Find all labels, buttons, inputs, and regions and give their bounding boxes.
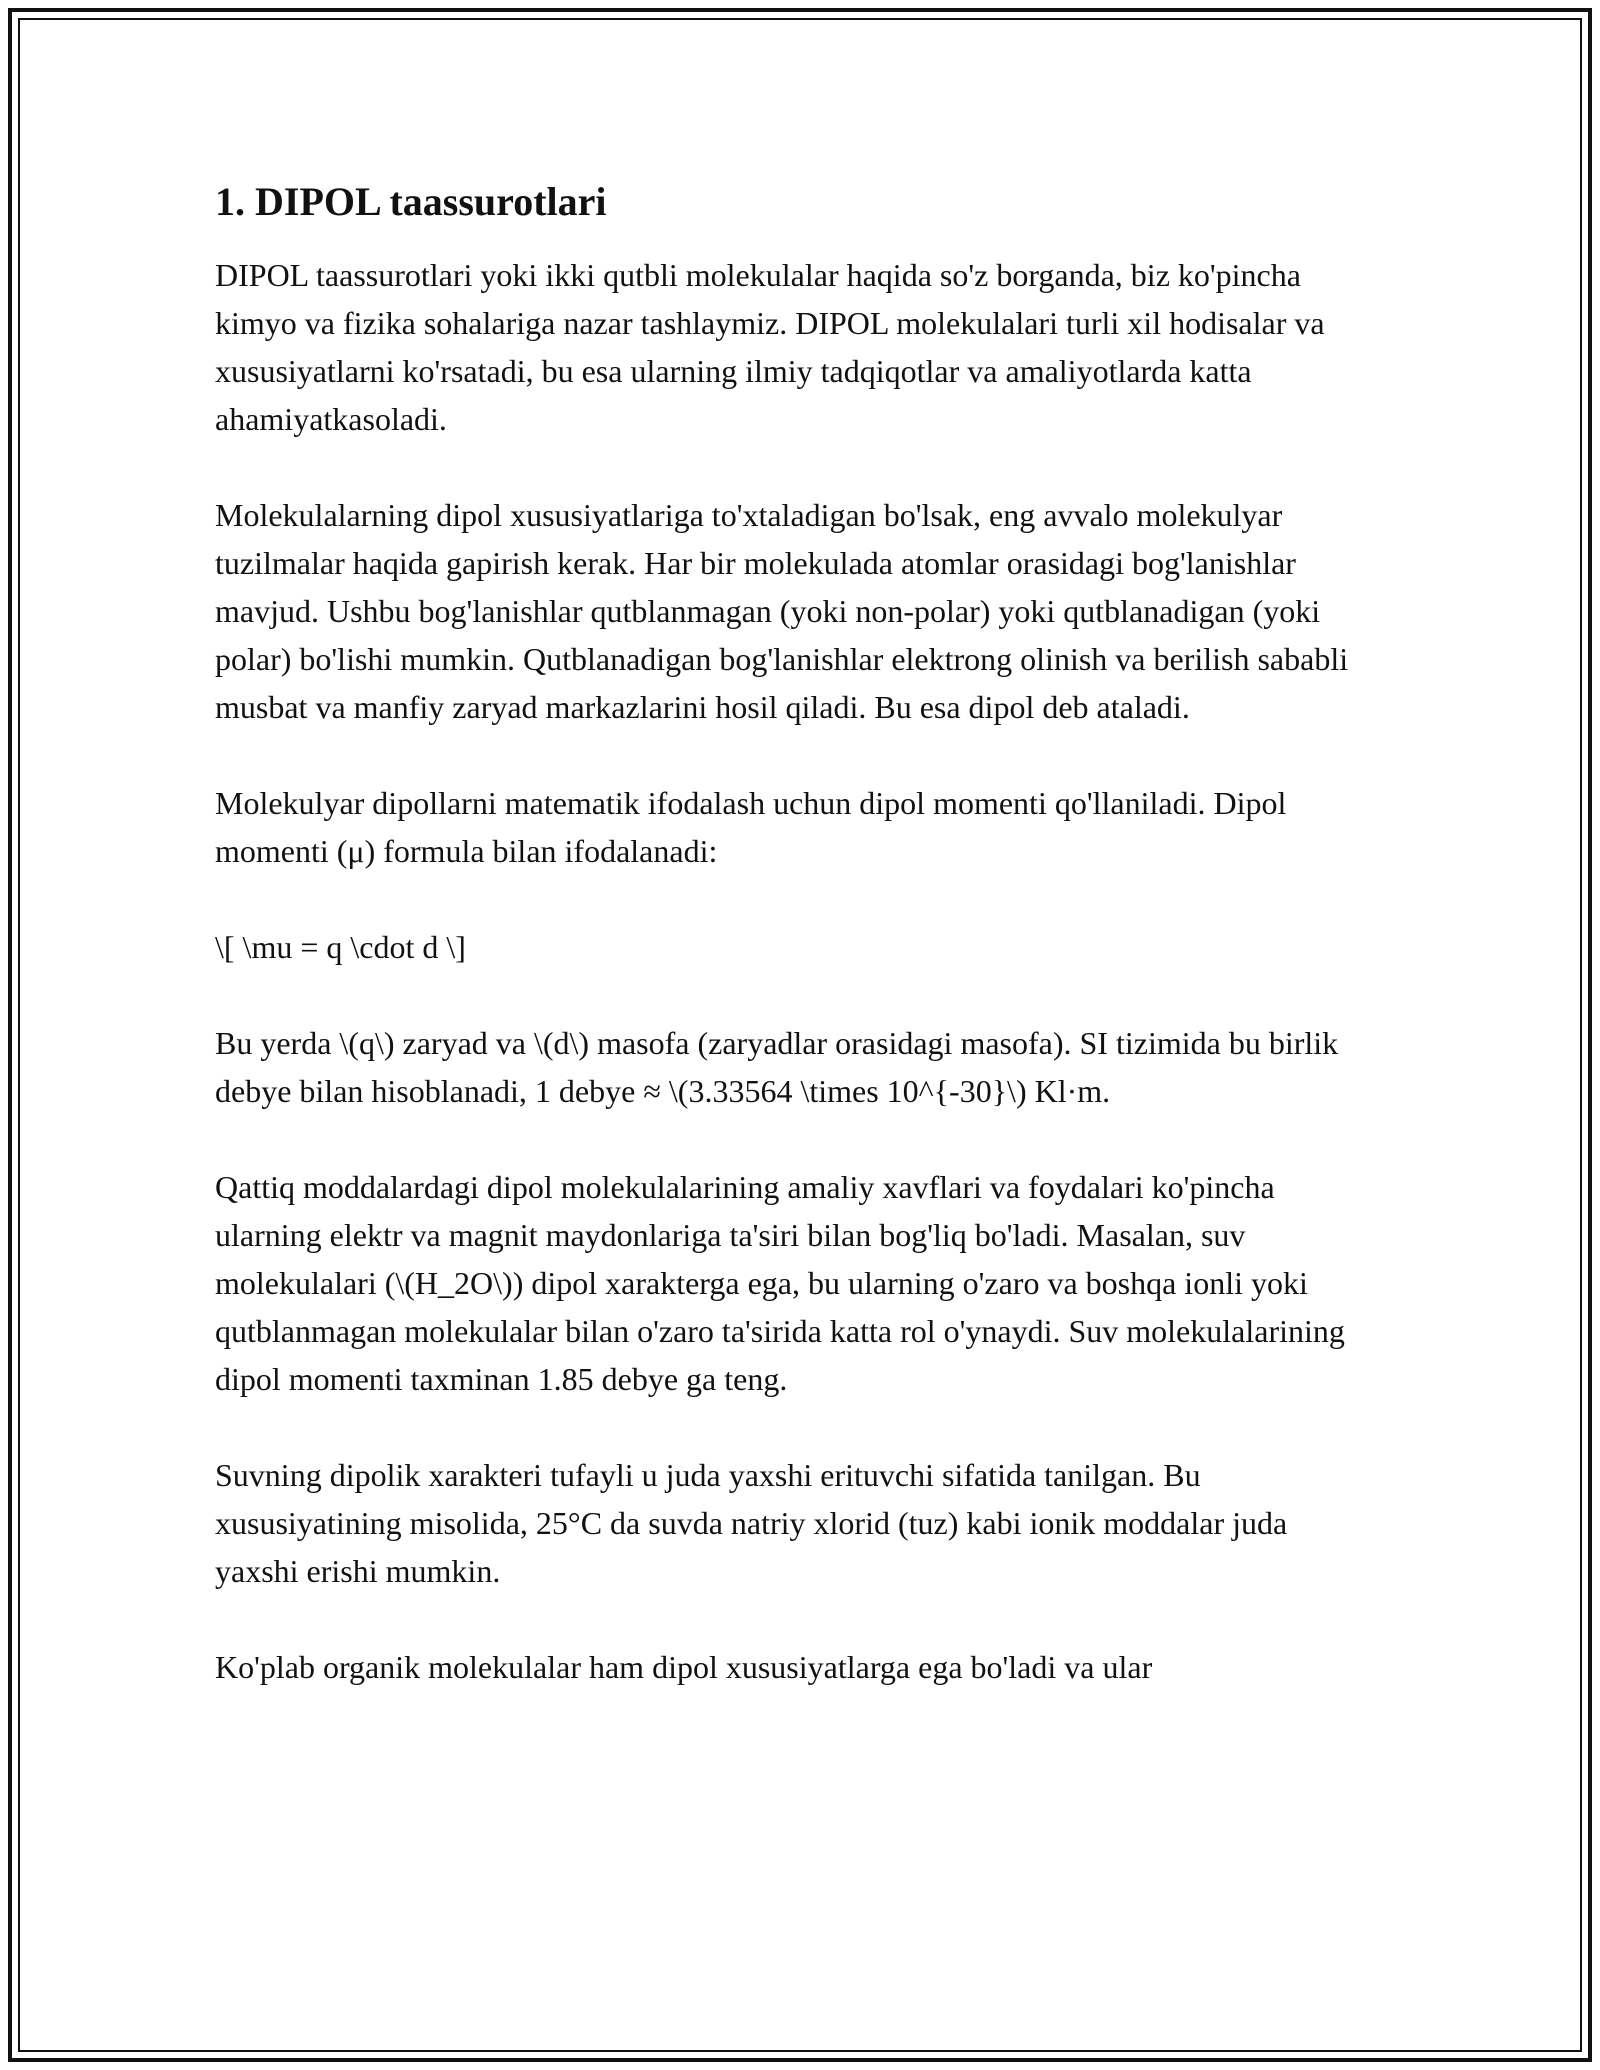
- formula-line: \[ \mu = q \cdot d \]: [215, 929, 466, 965]
- paragraph-molecular-structure: Molekulalarning dipol xususiyatlariga to'xtaladigan bo'lsak, eng avvalo molekulyar tuzilmalar haqida gapirish kerak. Har bir molekulada atomlar orasidagi bog'lanishlar mavjud. Ushbu bog'lanishlar qutblanmagan (yoki non-polar) yoki qutblanadigan (yoki polar) bo'lishi mumkin. Qutblanadigan bog'lanishlar elektrong olinish va berilish sababli musbat va manfiy zaryad markazlarini hosil qiladi. Bu esa dipol deb ataladi.: [215, 497, 1349, 725]
- paragraph-solvent: Suvning dipolik xarakteri tufayli u juda yaxshi erituvchi sifatida tanilgan. Bu xususiyatining misolida, 25°C da suvda natriy xlorid (tuz) kabi ionik moddalar juda yaxshi erishi mumkin.: [215, 1457, 1288, 1589]
- section-title: 1. DIPOL taassurotlari: [215, 179, 607, 224]
- paragraph-organic: Ko'plab organik molekulalar ham dipol xususiyatlarga ega bo'ladi va ular: [215, 1649, 1153, 1685]
- document-content: [215, 177, 1370, 1691]
- paragraph-intro: DIPOL taassurotlari yoki ikki qutbli molekulalar haqida so'z borganda, biz ko'pincha kimyo va fizika sohalariga nazar tashlaymiz. DIPOL molekulalari turli xil hodisalar va xususiyatlarni ko'rsatadi, bu esa ularning ilmiy tadqiqotlar va amaliyotlarda katta ahamiyatkasoladi.: [215, 257, 1325, 437]
- paragraph-dipole-moment: Molekulyar dipollarni matematik ifodalash uchun dipol momenti qo'llaniladi. Dipol momenti (μ) formula bilan ifodalanadi:: [215, 785, 1287, 869]
- paragraph-units: Bu yerda \(q\) zaryad va \(d\) masofa (zaryadlar orasidagi masofa). SI tizimida bu birlik debye bilan hisoblanadi, 1 debye ≈ \(3.33564 \times 10^{-30}\) Kl·m.: [215, 1025, 1339, 1109]
- paragraph-water: Qattiq moddalardagi dipol molekulalarining amaliy xavflari va foydalari ko'pincha ularning elektr va magnit maydonlariga ta'siri bilan bog'liq bo'ladi. Masalan, suv molekulalari (\(H_2O\)) dipol xarakterga ega, bu ularning o'zaro va boshqa ionli yoki qutblanmagan molekulalar bilan o'zaro ta'sirida katta rol o'ynaydi. Suv molekulalarining dipol momenti taxminan 1.85 debye ga teng.: [215, 1169, 1345, 1397]
